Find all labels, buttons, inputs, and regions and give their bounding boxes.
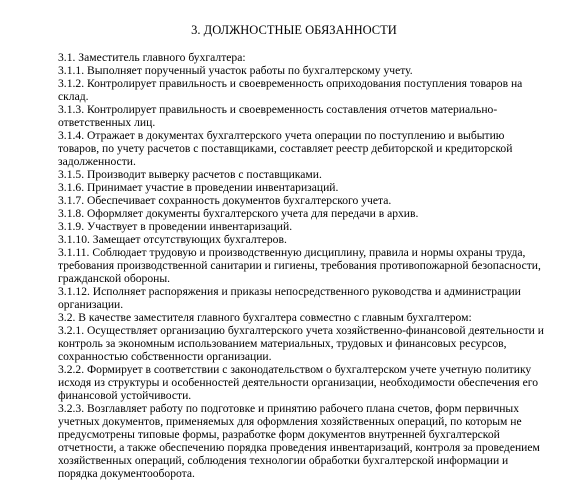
paragraph-line: финансовой устойчивости. xyxy=(58,389,192,402)
paragraph xyxy=(58,311,558,324)
paragraph-line: 3.1.1. Выполняет порученный участок работы по бухгалтерскому учету. xyxy=(58,64,413,77)
paragraph-line: контроль за экономным использованием материальных, трудовых и финансовых ресурсов, xyxy=(58,337,507,350)
paragraph-line: учетных документов, применяемых для оформления хозяйственных операций, по которым не xyxy=(58,415,522,428)
paragraph-line: предусмотрены типовые формы, разработке форм документов внутренней бухгалтерской xyxy=(58,428,500,441)
paragraph xyxy=(58,77,558,103)
paragraph-line: 3.1. Заместитель главного бухгалтера: xyxy=(58,51,246,64)
paragraph xyxy=(58,220,558,233)
paragraph-line: 3.1.6. Принимает участие в проведении инвентаризаций. xyxy=(58,181,339,194)
paragraph xyxy=(58,207,558,220)
paragraph-line: 3.1.3. Контролирует правильность и своевременность составления отчетов материально- xyxy=(58,103,498,116)
paragraph-line: 3.1.10. Замещает отсутствующих бухгалтеров. xyxy=(58,233,287,246)
paragraph xyxy=(58,285,558,311)
section-title: 3. ДОЛЖНОСТНЫЕ ОБЯЗАННОСТИ xyxy=(191,23,397,37)
paragraph-line: 3.2.2. Формирует в соответствии с законодательством о бухгалтерском учете учетную политику xyxy=(58,363,532,376)
paragraph xyxy=(58,181,558,194)
paragraph xyxy=(58,103,558,129)
paragraph xyxy=(58,194,558,207)
paragraph-line: 3.1.4. Отражает в документах бухгалтерского учета операции по поступлению и выбытию xyxy=(58,129,505,142)
paragraph xyxy=(58,233,558,246)
paragraph xyxy=(58,64,558,77)
paragraph-line: 3.2.3. Возглавляет работу по подготовке и принятию рабочего плана счетов, форм первичных xyxy=(58,402,520,415)
paragraph-line: 3.1.8. Оформляет документы бухгалтерского учета для передачи в архив. xyxy=(58,207,419,220)
paragraph-line: отчетности, а также обеспечению порядка проведения инвентаризаций, контроля за проведением xyxy=(58,441,540,454)
paragraph-line: порядка документооборота. xyxy=(58,467,195,480)
document-body xyxy=(58,51,558,480)
paragraph xyxy=(58,324,558,363)
paragraph-line: задолженности. xyxy=(58,155,136,168)
paragraph-line: 3.2.1. Осуществляет организацию бухгалтерского учета хозяйственно-финансовой деятельности и xyxy=(58,324,544,337)
paragraph-line: хозяйственных операций, соблюдения технологии обработки бухгалтерской информации и xyxy=(58,454,509,467)
paragraph xyxy=(58,168,558,181)
paragraph xyxy=(58,402,558,480)
paragraph-line: 3.1.2. Контролирует правильность и своевременность оприходования поступления товаров на xyxy=(58,77,523,90)
paragraph-line: 3.1.9. Участвует в проведении инвентаризаций. xyxy=(58,220,293,233)
paragraph-line: 3.2. В качестве заместителя главного бухгалтера совместно с главным бухгалтером: xyxy=(58,311,472,324)
paragraph-line: исходя из структуры и особенностей деятельности организации, необходимости обеспечения его xyxy=(58,376,539,389)
paragraph-line: требования производственной санитарии и гигиены, требования противопожарной безопасности, xyxy=(58,259,541,272)
paragraph-line: сохранностью собственности организации. xyxy=(58,350,272,363)
paragraph xyxy=(58,51,558,64)
paragraph-line: 3.1.7. Обеспечивает сохранность документов бухгалтерского учета. xyxy=(58,194,392,207)
paragraph xyxy=(58,129,558,168)
paragraph-line: гражданской обороны. xyxy=(58,272,171,285)
paragraph-line: 3.1.11. Соблюдает трудовую и производственную дисциплину, правила и нормы охраны труда, xyxy=(58,246,526,259)
paragraph-line: 3.1.5. Производит выверку расчетов с поставщиками. xyxy=(58,168,322,181)
paragraph xyxy=(58,363,558,402)
paragraph-line: 3.1.12. Исполняет распоряжения и приказы непосредственного руководства и администрации xyxy=(58,285,521,298)
paragraph-line: ответственных лиц. xyxy=(58,116,156,129)
paragraph-line: товаров, по учету расчетов с поставщиками, составляет реестр дебиторской и кредиторской xyxy=(58,142,513,155)
paragraph-line: организации. xyxy=(58,298,124,311)
paragraph-line: склад. xyxy=(58,90,89,103)
paragraph xyxy=(58,246,558,285)
